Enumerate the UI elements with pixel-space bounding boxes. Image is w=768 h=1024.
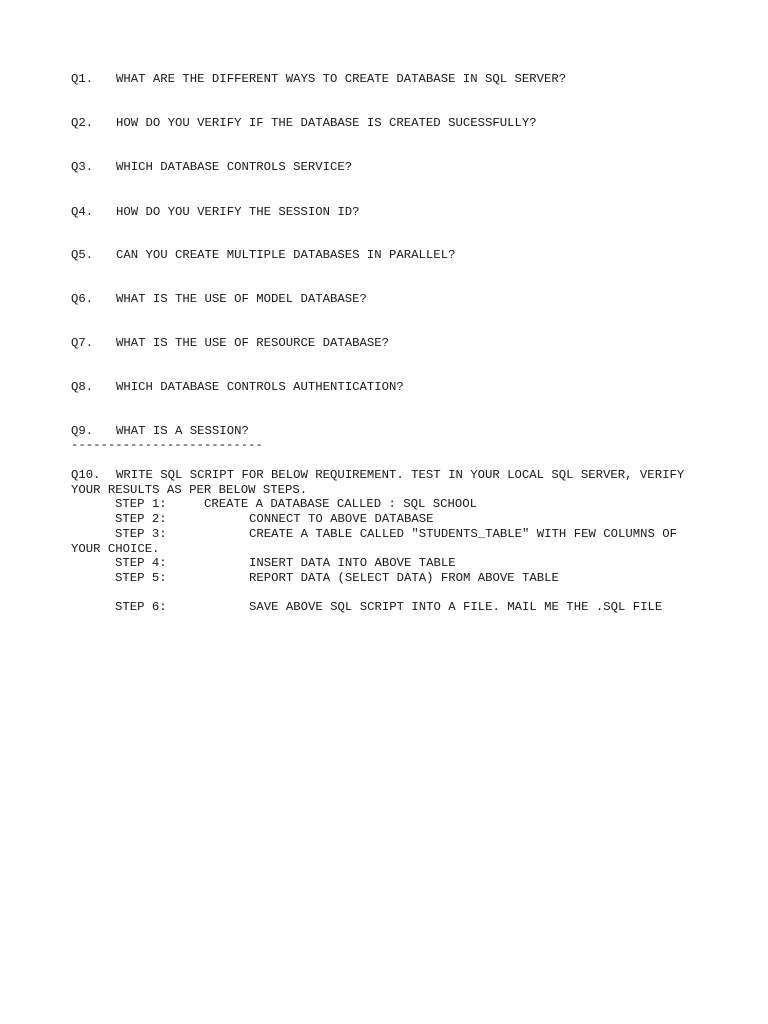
question-text: WHAT IS A SESSION? — [116, 424, 249, 438]
step-label: STEP 4: — [115, 556, 167, 571]
step-label: STEP 3: — [115, 526, 167, 541]
step-label: STEP 1: — [115, 497, 167, 512]
question-number: Q10. — [71, 468, 101, 482]
step-text: REPORT DATA (SELECT DATA) FROM ABOVE TABLE — [249, 570, 559, 585]
question-text: WHAT IS THE USE OF RESOURCE DATABASE? — [116, 336, 390, 350]
step-label: STEP 6: — [115, 600, 167, 615]
question-number: Q5. — [71, 248, 94, 262]
question-number: Q8. — [71, 380, 94, 394]
question-text: HOW DO YOU VERIFY IF THE DATABASE IS CREATED SUCESSFULLY? — [116, 116, 537, 130]
step-text-continuation: YOUR CHOICE. — [71, 541, 160, 556]
question-1 — [71, 72, 566, 87]
dashed-divider: -------------------------- — [71, 438, 263, 452]
question-number: Q3. — [71, 160, 94, 174]
step-5 — [71, 571, 711, 586]
step-3 — [71, 527, 711, 556]
question-number: Q6. — [71, 292, 94, 306]
step-text: CREATE A TABLE CALLED "STUDENTS_TABLE" WITH FEW COLUMNS OF — [249, 526, 678, 541]
question-number: Q4. — [71, 205, 94, 219]
step-4 — [71, 556, 711, 571]
question-text: WRITE SQL SCRIPT FOR BELOW REQUIREMENT. TEST IN YOUR LOCAL SQL SERVER, VERIFY YOUR RESULTS AS PER BELOW STEPS. — [71, 468, 685, 497]
question-10 — [71, 468, 711, 615]
question-2 — [71, 116, 537, 131]
question-3 — [71, 160, 352, 175]
question-8 — [71, 380, 404, 395]
question-text: WHICH DATABASE CONTROLS AUTHENTICATION? — [116, 380, 404, 394]
question-9 — [71, 424, 249, 439]
question-5 — [71, 248, 455, 263]
step-text: CREATE A DATABASE CALLED : SQL SCHOOL — [204, 497, 478, 512]
step-2 — [71, 512, 711, 527]
step-text: SAVE ABOVE SQL SCRIPT INTO A FILE. MAIL ME THE .SQL FILE — [249, 600, 663, 615]
question-7 — [71, 336, 389, 351]
blank-line — [71, 586, 711, 601]
question-text: WHAT ARE THE DIFFERENT WAYS TO CREATE DATABASE IN SQL SERVER? — [116, 72, 567, 86]
step-text: CONNECT TO ABOVE DATABASE — [249, 512, 434, 527]
question-text: HOW DO YOU VERIFY THE SESSION ID? — [116, 205, 360, 219]
step-text: INSERT DATA INTO ABOVE TABLE — [249, 556, 456, 571]
question-text: CAN YOU CREATE MULTIPLE DATABASES IN PARALLEL? — [116, 248, 456, 262]
question-6 — [71, 292, 367, 307]
question-number: Q9. — [71, 424, 94, 438]
question-number: Q2. — [71, 116, 94, 130]
step-1 — [71, 497, 711, 512]
question-number: Q1. — [71, 72, 94, 86]
question-4 — [71, 205, 360, 220]
step-6 — [71, 600, 711, 615]
question-10-intro — [71, 468, 711, 497]
step-label: STEP 2: — [115, 512, 167, 527]
step-label: STEP 5: — [115, 570, 167, 585]
question-text: WHICH DATABASE CONTROLS SERVICE? — [116, 160, 353, 174]
question-text: WHAT IS THE USE OF MODEL DATABASE? — [116, 292, 367, 306]
question-number: Q7. — [71, 336, 94, 350]
